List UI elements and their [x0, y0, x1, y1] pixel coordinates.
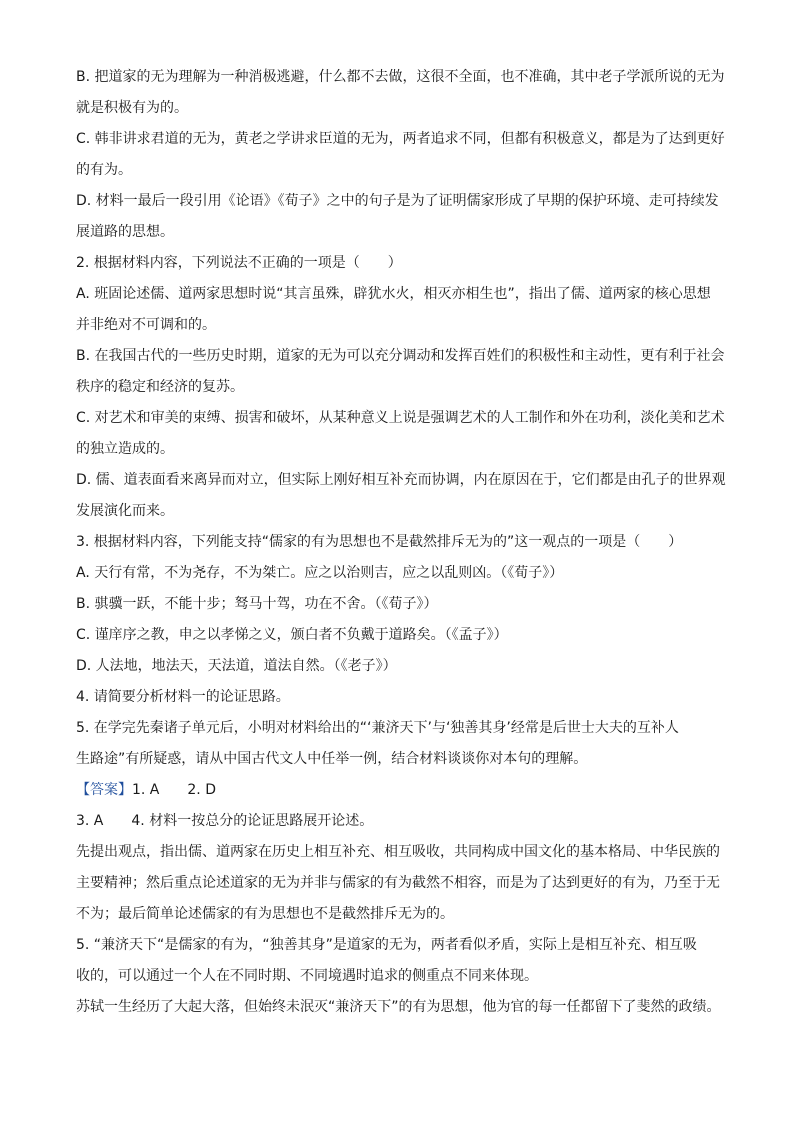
q3-option-b: B. 骐骥一跃，不能十步；驽马十驾，功在不舍。（《荀子》）	[76, 596, 438, 612]
q3-option-a: A. 天行有常，不为尧存，不为桀亡。应之以治则吉，应之以乱则凶。（《荀子》）	[76, 565, 564, 581]
answer-line-6: 5. “兼济天下“是儒家的有为，“独善其身”是道家的无为，两者看似矛盾，实际上是相互补充、相互吸	[76, 937, 697, 953]
answer-first: 1. A 2. D	[132, 782, 216, 798]
q3-option-d: D. 人法地，地法天，天法道，道法自然。（《老子》）	[76, 658, 397, 674]
document-page	[76, 62, 736, 1023]
option-d-line-1: D. 材料一最后一段引用《论语》《荀子》之中的句子是为了证明儒家形成了早期的保护环境、走可持续发	[76, 193, 719, 209]
answer-line-4: 主要精神；然后重点论述道家的无为并非与儒家的有为截然不相容，而是为了达到更好的有为，乃至于无	[76, 875, 720, 891]
q3-option-c: C. 谨庠序之教，申之以孝悌之义，颁白者不负戴于道路矣。（《孟子》）	[76, 627, 508, 643]
q2-option-d-line-2: 发展演化而来。	[76, 503, 174, 519]
option-c-line-1: C. 韩非讲求君道的无为，黄老之学讲求臣道的无为，两者追求不同，但都有积极意义，都是为了达到更好	[76, 131, 725, 147]
q2-option-d-line-1: D. 儒、道表面看来离异而对立，但实际上刚好相互补充而协调，内在原因在于，它们都是由孔子的世界观	[76, 472, 726, 488]
option-b-line-1: B. 把道家的无为理解为一种消极逃避，什么都不去做，这很不全面，也不准确，其中老子学派所说的无为	[76, 69, 725, 85]
answer-line-7: 收的，可以通过一个人在不同时期、不同境遇时追求的侧重点不同来体现。	[76, 968, 538, 984]
q2-option-b-line-1: B. 在我国古代的一些历史时期，道家的无为可以充分调动和发挥百姓们的积极性和主动性，更有利于社会	[76, 348, 725, 364]
q2-option-c-line-2: 的独立造成的。	[76, 441, 174, 457]
question-5-line-2: 生路途”有所疑惑，请从中国古代文人中任举一例，结合材料谈谈你对本句的理解。	[76, 751, 588, 767]
question-2: 2. 根据材料内容，下列说法不正确的一项是（ ）	[76, 255, 402, 271]
question-5-line-1: 5. 在学完先秦诸子单元后，小明对材料给出的“‘兼济天下’与‘独善其身’经常是后世士大夫的互补人	[76, 720, 679, 736]
answer-line-1	[76, 775, 736, 806]
q2-option-a-line-1: A. 班固论述儒、道两家思想时说“其言虽殊，辟犹水火，相灭亦相生也”，指出了儒、道两家的核心思想	[76, 286, 711, 302]
question-3: 3. 根据材料内容，下列能支持“儒家的有为思想也不是截然排斥无为的”这一观点的一项是（ ）	[76, 534, 683, 550]
q2-option-c-line-1: C. 对艺术和审美的束缚、损害和破坏，从某种意义上说是强调艺术的人工制作和外在功利，淡化美和艺术	[76, 410, 725, 426]
option-d-line-2: 展道路的思想。	[76, 224, 174, 240]
answer-label: 【答案】	[76, 782, 132, 798]
question-4: 4. 请简要分析材料一的论证思路。	[76, 689, 290, 705]
answer-line-8: 苏轼一生经历了大起大落，但始终未泯灭“兼济天下”的有为思想，他为官的每一任都留下了斐然的政绩。	[76, 999, 721, 1015]
answer-line-3: 先提出观点，指出儒、道两家在历史上相互补充、相互吸收，共同构成中国文化的基本格局、中华民族的	[76, 844, 720, 860]
option-b-line-2: 就是积极有为的。	[76, 100, 188, 116]
q2-option-a-line-2: 并非绝对不可调和的。	[76, 317, 216, 333]
q2-option-b-line-2: 秩序的稳定和经济的复苏。	[76, 379, 244, 395]
option-c-line-2: 的有为。	[76, 162, 132, 178]
answer-line-5: 不为；最后简单论述儒家的有为思想也不是截然排斥无为的。	[76, 906, 454, 922]
answer-line-2: 3. A 4. 材料一按总分的论证思路展开论述。	[76, 813, 374, 829]
